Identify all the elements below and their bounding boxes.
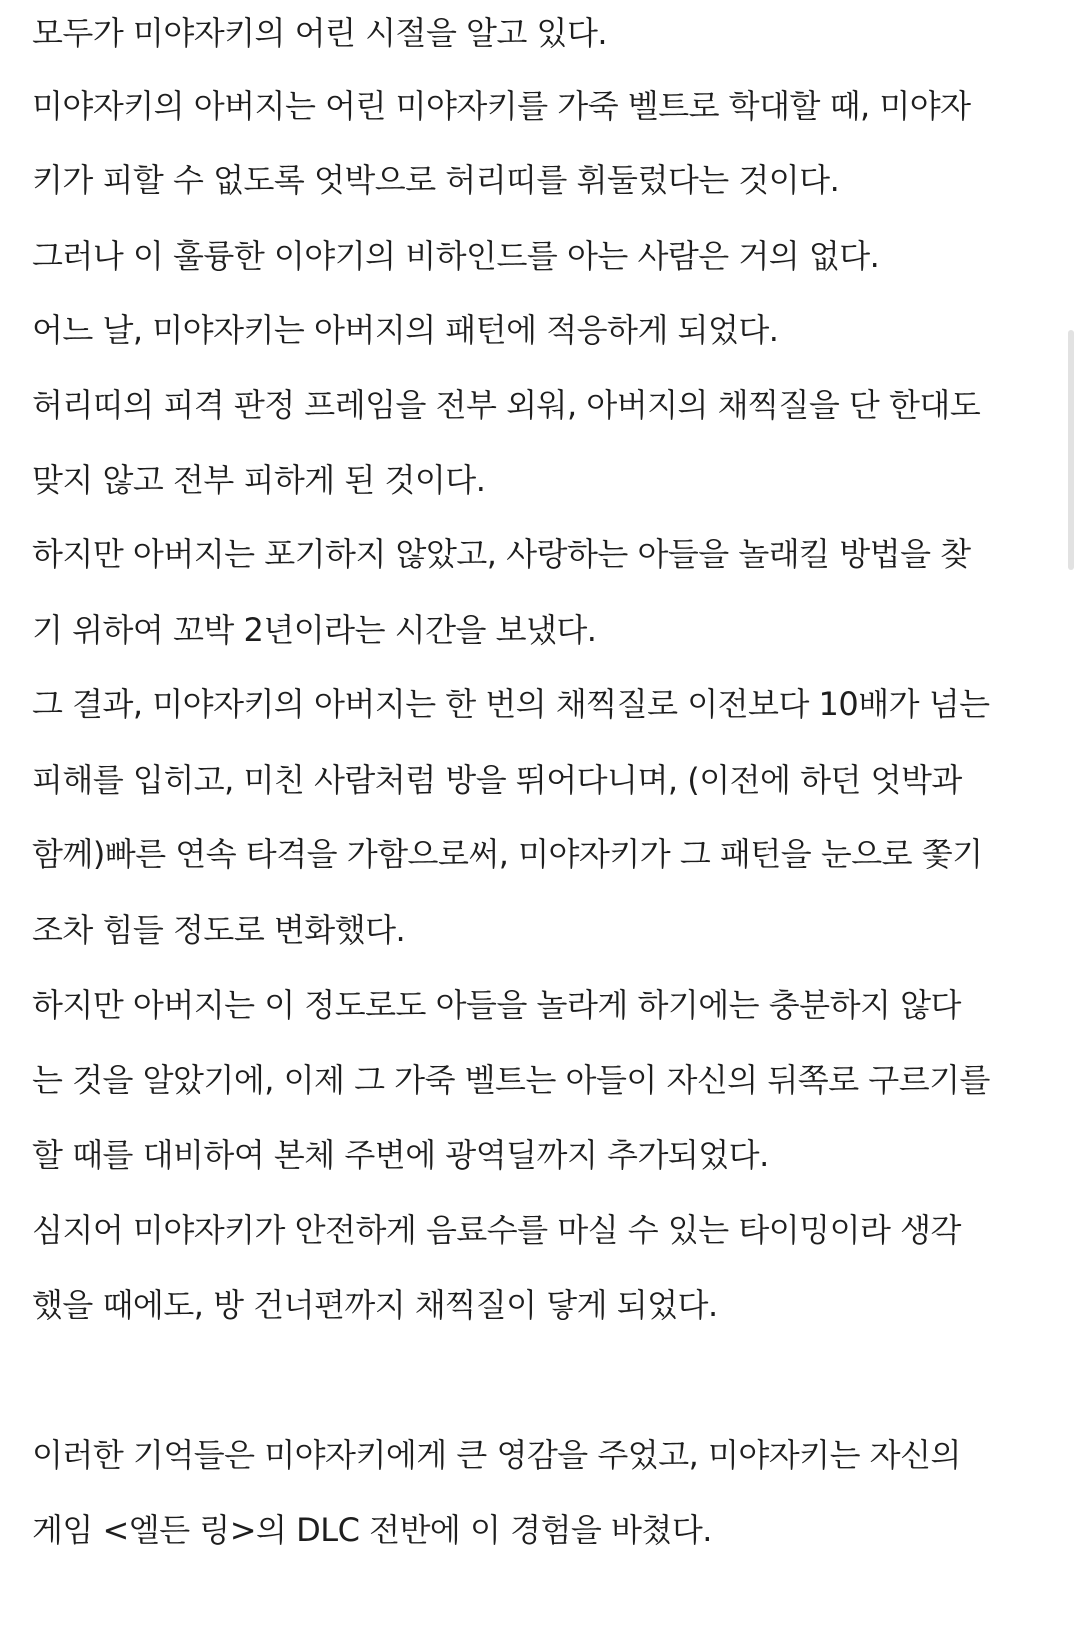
text-line: 키가 피할 수 없도록 엇박으로 허리띠를 휘둘렀다는 것이다.: [32, 161, 840, 199]
text-line: 조차 힘들 정도로 변화했다.: [32, 911, 406, 949]
text-line: 피해를 입히고, 미친 사람처럼 방을 뛰어다니며, (이전에 하던 엇박과: [32, 761, 962, 799]
text-line: 모두가 미야자키의 어린 시절을 알고 있다.: [32, 14, 608, 52]
text-line: 는 것을 알았기에, 이제 그 가죽 벨트는 아들이 자신의 뒤쪽로 구르기를: [32, 1061, 990, 1099]
text-line: 함께)빠른 연속 타격을 가함으로써, 미야자키가 그 패턴을 눈으로 쫓기: [32, 835, 983, 873]
text-line: 했을 때에도, 방 건너편까지 채찍질이 닿게 되었다.: [32, 1286, 718, 1324]
text-line: 허리띠의 피격 판정 프레임을 전부 외워, 아버지의 채찍질을 단 한대도: [32, 386, 981, 424]
text-line: 하지만 아버지는 포기하지 않았고, 사랑하는 아들을 놀래킬 방법을 찾: [32, 535, 971, 573]
text-line: 할 때를 대비하여 본체 주변에 광역딜까지 추가되었다.: [32, 1136, 769, 1174]
text-line: 그러나 이 훌륭한 이야기의 비하인드를 아는 사람은 거의 없다.: [32, 237, 880, 275]
text-line: 하지만 아버지는 이 정도로도 아들을 놀라게 하기에는 충분하지 않다: [32, 986, 961, 1024]
text-line: 어느 날, 미야자키는 아버지의 패턴에 적응하게 되었다.: [32, 311, 779, 349]
text-line: 이러한 기억들은 미야자키에게 큰 영감을 주었고, 미야자키는 자신의: [32, 1436, 961, 1474]
text-line: 미야자키의 아버지는 어린 미야자키를 가죽 벨트로 학대할 때, 미야자: [32, 87, 971, 125]
text-line: 게임 <엘든 링>의 DLC 전반에 이 경험을 바쳤다.: [32, 1511, 712, 1549]
text-line: 그 결과, 미야자키의 아버지는 한 번의 채찍질로 이전보다 10배가 넘는: [32, 685, 990, 723]
text-line: 심지어 미야자키가 안전하게 음료수를 마실 수 있는 타이밍이라 생각: [32, 1211, 961, 1249]
text-line: 맞지 않고 전부 피하게 된 것이다.: [32, 461, 486, 499]
scrollbar-thumb[interactable]: [1068, 330, 1074, 570]
text-line: 기 위하여 꼬박 2년이라는 시간을 보냈다.: [32, 611, 597, 649]
